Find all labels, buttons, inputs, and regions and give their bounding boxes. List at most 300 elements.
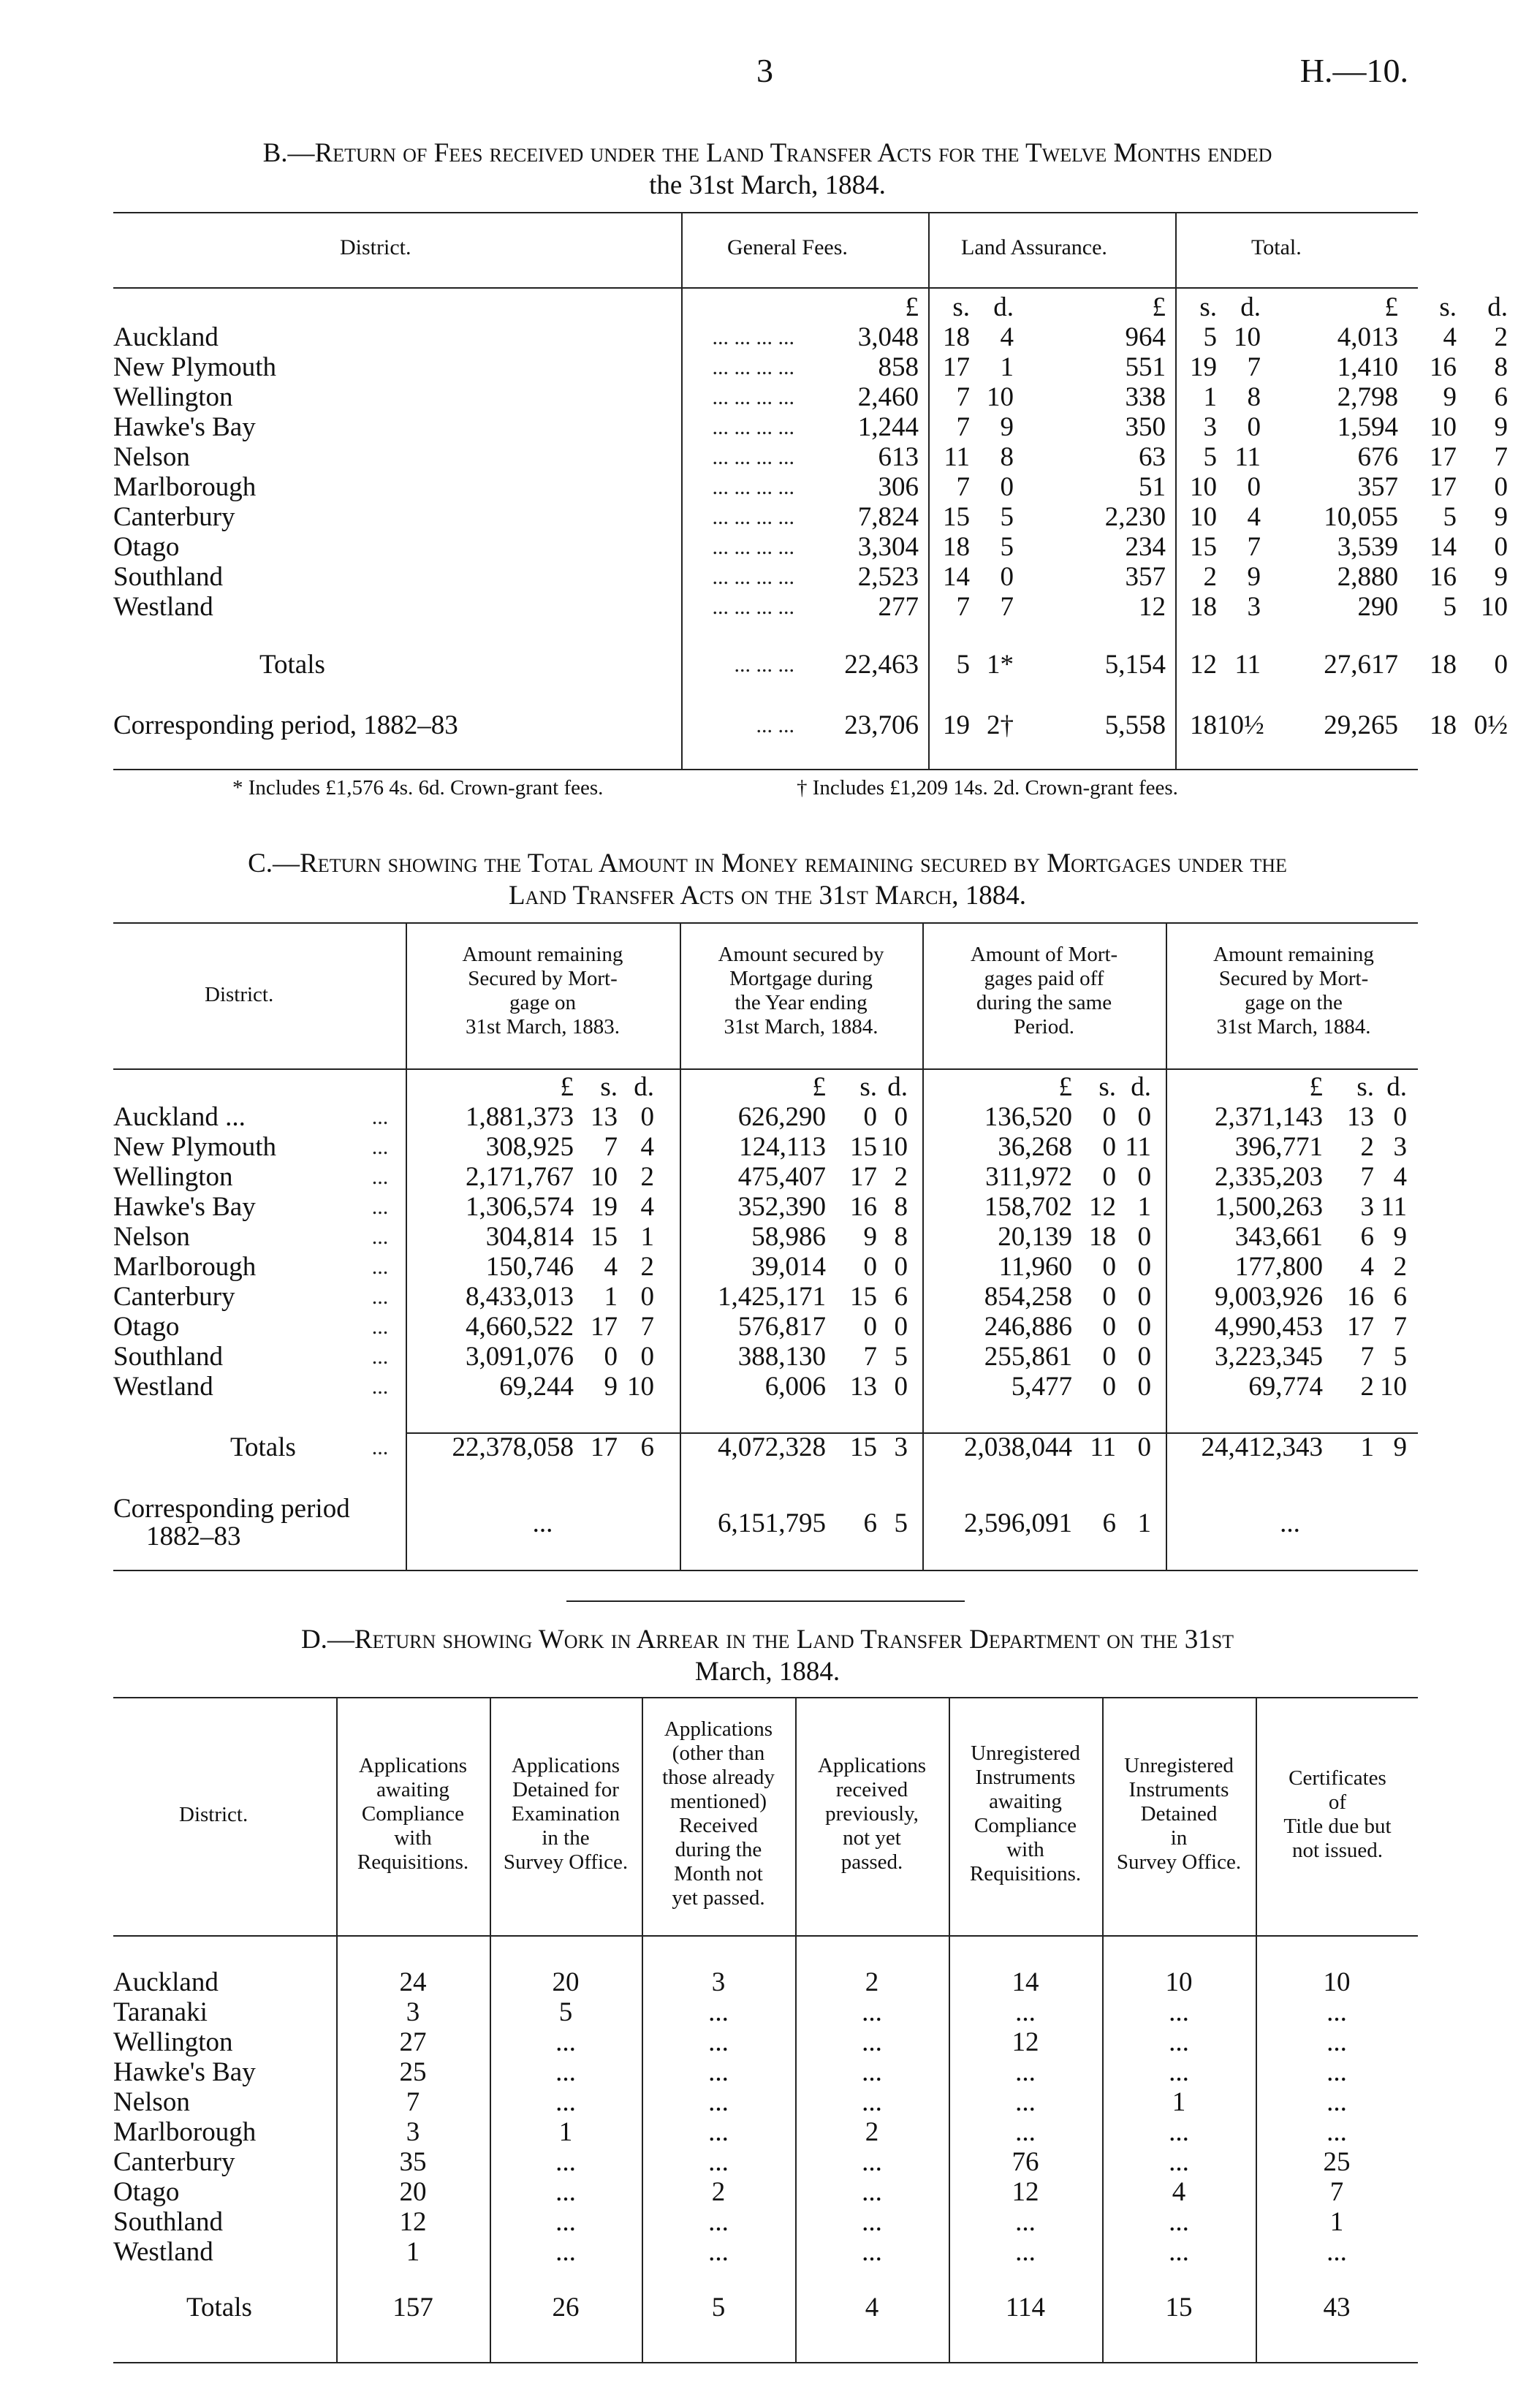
table-row	[113, 352, 1537, 382]
unit-d: d.	[1386, 1072, 1407, 1102]
c3-shillings: 0	[1102, 1372, 1116, 1402]
value-col-5: 12	[1012, 2177, 1039, 2207]
c1-shillings: 4	[604, 1252, 618, 1282]
tot-shillings: 17	[1430, 472, 1457, 502]
header-line: passed.	[840, 1850, 903, 1874]
header-line: yet passed.	[672, 1886, 765, 1910]
section-c-title-line2: Land Transfer Acts on the 31st March, 1884.	[508, 881, 1027, 911]
units-blank	[113, 292, 681, 322]
section-b-col-land-assurance: Land Assurance.	[961, 235, 1107, 259]
la-pence: 0	[1247, 472, 1261, 502]
c2-shillings: 9	[863, 1222, 877, 1252]
units-blank	[681, 292, 794, 322]
table-row	[113, 2087, 1418, 2117]
gf-pounds: 7,824	[857, 502, 919, 532]
section-d-col-4	[797, 1754, 947, 1875]
table-row	[113, 1342, 1418, 1372]
c2-pounds: 576,817	[737, 1312, 826, 1342]
totals-label: Totals	[230, 1432, 296, 1462]
c3-pence: 11	[1125, 1132, 1151, 1162]
gf-pence: 5	[1000, 502, 1014, 532]
page-number: 3	[756, 52, 773, 89]
pad	[1407, 1192, 1414, 1222]
section-b-title	[110, 137, 1425, 202]
c2-pounds: 124,113	[739, 1132, 826, 1162]
leader-dots: ... ... ... ...	[712, 595, 794, 619]
pad	[654, 1162, 680, 1192]
gf-pounds: 613	[878, 442, 919, 472]
unit-s: s.	[1199, 292, 1217, 322]
value-col-6: ...	[1169, 2207, 1189, 2237]
header-line: Unregistered	[971, 1742, 1080, 1765]
c4-pence: 4	[1393, 1162, 1407, 1192]
c3-shillings: 18	[1089, 1222, 1116, 1252]
pad	[1508, 412, 1537, 442]
header-line: (other than	[672, 1742, 765, 1765]
la-shillings: 5	[1203, 322, 1217, 352]
header-line: Compliance	[361, 1802, 465, 1826]
table-row	[113, 2057, 1418, 2087]
table-row	[113, 2237, 1418, 2267]
header-line: Title due but	[1283, 1815, 1392, 1838]
pad	[654, 1282, 680, 1312]
pad	[654, 1252, 680, 1282]
header-line: Month not	[674, 1862, 763, 1885]
leader-dots: ...	[371, 1345, 389, 1369]
value-col-6: ...	[1169, 2117, 1189, 2147]
pad	[1508, 532, 1537, 562]
unit-d: d.	[1240, 292, 1261, 322]
c4-shillings: 7	[1360, 1342, 1374, 1372]
gf-pounds: 306	[878, 472, 919, 502]
tot-corresponding-0: 29,265	[1324, 710, 1398, 740]
pad	[1014, 322, 1041, 352]
c4-pence: 7	[1393, 1312, 1407, 1342]
c4-shillings: 16	[1347, 1282, 1374, 1312]
c2-pounds: 6,006	[764, 1372, 826, 1402]
la-shillings: 10	[1190, 472, 1217, 502]
pad	[654, 1312, 680, 1342]
la-shillings: 3	[1203, 412, 1217, 442]
c1-shillings: 15	[591, 1222, 618, 1252]
value-col-1: 7	[406, 2087, 420, 2117]
value-col-3: ...	[708, 2117, 729, 2147]
value-col-4: ...	[862, 2147, 882, 2177]
pad	[1508, 382, 1537, 412]
header-line: gages paid off	[984, 967, 1104, 990]
value-col-2: ...	[555, 2057, 576, 2087]
c4-shillings: 7	[1360, 1162, 1374, 1192]
pad	[908, 1282, 922, 1312]
table-row	[113, 1162, 1418, 1192]
tot-total-1: 18	[1430, 650, 1457, 680]
value-col-1: 12	[399, 2207, 427, 2237]
header-line: Detained	[1140, 1802, 1218, 1826]
value-col-7: ...	[1327, 1997, 1347, 2027]
section-b-prefix: B.—	[262, 138, 315, 168]
c1-shillings: 1	[604, 1282, 618, 1312]
leader-dots: ... ... ... ...	[712, 475, 794, 499]
section-c-title-line1: Return showing the Total Amount in Money remaining secured by Mortgages under the	[300, 848, 1287, 878]
gf-corresponding-2: 2†	[987, 710, 1014, 740]
district-name: Otago	[113, 532, 180, 562]
c4-total-2: 9	[1393, 1432, 1407, 1462]
c3-pence: 1	[1137, 1192, 1151, 1222]
section-b-units-row	[113, 292, 1537, 322]
district-name: Otago	[113, 2177, 180, 2207]
c2-pence: 0	[894, 1372, 908, 1402]
tot-pence: 0	[1494, 532, 1508, 562]
header-line: Secured by Mort-	[468, 967, 618, 990]
c2-pence: 0	[894, 1102, 908, 1132]
gf-shillings: 7	[956, 592, 970, 622]
pad	[1014, 650, 1041, 680]
table-row	[113, 1102, 1418, 1132]
leader-dots: ...	[371, 1375, 389, 1399]
header-line: Instruments	[1128, 1778, 1229, 1801]
value-col-2: ...	[555, 2207, 576, 2237]
corresponding-label	[113, 1495, 406, 1551]
header-line: 31st March, 1884.	[1216, 1015, 1371, 1038]
header-line: with	[394, 1826, 432, 1850]
la-pence: 8	[1247, 382, 1261, 412]
c3-shillings: 0	[1102, 1312, 1116, 1342]
c2-corresponding-2: 5	[894, 1508, 908, 1538]
value-col-3: ...	[708, 2057, 729, 2087]
c3-shillings: 0	[1102, 1102, 1116, 1132]
unit-s: s.	[600, 1072, 618, 1102]
c4-pounds: 1,500,263	[1215, 1192, 1323, 1222]
pad	[1014, 532, 1041, 562]
gf-pence: 7	[1000, 592, 1014, 622]
tot-shillings: 9	[1443, 382, 1457, 412]
value-col-4: ...	[862, 2177, 882, 2207]
section-d-col-5	[950, 1742, 1101, 1886]
pad	[1151, 1495, 1166, 1551]
district-name: Hawke's Bay	[113, 412, 256, 442]
leader-dots: ... ... ... ...	[712, 355, 794, 379]
pad	[1407, 1162, 1414, 1192]
c1-pence: 2	[640, 1252, 654, 1282]
section-d-title-line2: March, 1884.	[694, 1657, 840, 1687]
spacer-row	[113, 2267, 1418, 2293]
la-corresponding-1: 18	[1190, 710, 1217, 740]
value-col-5: ...	[1015, 2087, 1036, 2117]
corresponding-label: Corresponding period, 1882–83	[113, 710, 458, 740]
value-col-5: ...	[1015, 2117, 1036, 2147]
pad	[1014, 710, 1041, 740]
value-col-5: ...	[1015, 1997, 1036, 2027]
pad	[1014, 502, 1041, 532]
header-line: Requisitions.	[357, 1850, 469, 1874]
c3-pence: 0	[1137, 1372, 1151, 1402]
district-name: Westland	[113, 1372, 213, 1402]
pad	[1151, 1282, 1166, 1312]
header-line: in	[1170, 1826, 1188, 1850]
value-col-2: ...	[555, 2177, 576, 2207]
district-name: Auckland ...	[113, 1102, 246, 1132]
leader-dots: ...	[371, 1315, 389, 1339]
c4-pence: 5	[1393, 1342, 1407, 1372]
tot-pence: 2	[1494, 322, 1508, 352]
pad	[1261, 442, 1289, 472]
pad	[1014, 592, 1041, 622]
leader-dots: ...	[371, 1255, 389, 1279]
value-col-1: 24	[399, 1967, 427, 1997]
value-col-3: ...	[708, 2087, 729, 2117]
units-pad	[1151, 1072, 1166, 1102]
district-name: Nelson	[113, 1222, 190, 1252]
value-col-2: ...	[555, 2237, 576, 2267]
unit-l: £	[1384, 292, 1398, 322]
c2-pence: 2	[894, 1162, 908, 1192]
pad	[1407, 1282, 1414, 1312]
c2-pence: 5	[894, 1342, 908, 1372]
section-c-totals-row	[113, 1432, 1418, 1462]
spacer-row	[113, 1402, 1418, 1432]
corresponding-label-line1: Corresponding period	[113, 1494, 350, 1524]
table-row	[113, 562, 1537, 592]
header-line: those already	[662, 1766, 775, 1789]
table-row	[113, 1282, 1418, 1312]
unit-l: £	[905, 292, 919, 322]
la-shillings: 1	[1203, 382, 1217, 412]
la-pounds: 12	[1139, 592, 1166, 622]
leader-dots: ... ... ...	[734, 653, 794, 677]
la-corresponding-0: 5,558	[1104, 710, 1166, 740]
header-line: received	[835, 1778, 908, 1801]
pad	[1407, 1222, 1414, 1252]
la-pounds: 551	[1125, 352, 1166, 382]
header-line: of	[1328, 1790, 1347, 1814]
pad	[1014, 562, 1041, 592]
value-col-6: 1	[1172, 2087, 1186, 2117]
gf-corresponding-1: 19	[943, 710, 970, 740]
pad	[1407, 1312, 1414, 1342]
header-line: 31st March, 1884.	[724, 1015, 878, 1038]
units-pad	[1014, 292, 1041, 322]
c3-corresponding-1: 6	[1102, 1508, 1116, 1538]
pad	[1151, 1312, 1166, 1342]
c3-pence: 0	[1137, 1162, 1151, 1192]
total-col-4: 4	[865, 2293, 879, 2322]
la-pounds: 964	[1125, 322, 1166, 352]
c4-pence: 6	[1393, 1282, 1407, 1312]
la-pounds: 51	[1139, 472, 1166, 502]
value-col-2: ...	[555, 2087, 576, 2117]
la-pence: 7	[1247, 352, 1261, 382]
unit-l: £	[1309, 1072, 1323, 1102]
spacer-cell	[113, 1462, 1418, 1495]
c1-shillings: 9	[604, 1372, 618, 1402]
c1-pounds: 8,433,013	[466, 1282, 574, 1312]
table-row	[113, 502, 1537, 532]
value-col-2: ...	[555, 2027, 576, 2057]
pad	[1508, 562, 1537, 592]
header-line: Detained for	[512, 1778, 619, 1801]
value-col-5: 76	[1012, 2147, 1039, 2177]
pad	[1508, 472, 1537, 502]
section-c-col-district: District.	[205, 983, 274, 1006]
c1-pounds: 308,925	[485, 1132, 574, 1162]
gf-pounds: 3,048	[857, 322, 919, 352]
value-col-3: ...	[708, 2207, 729, 2237]
header-line: Applications	[817, 1754, 927, 1777]
c4-pounds: 343,661	[1234, 1222, 1323, 1252]
value-col-4: ...	[862, 2237, 882, 2267]
c1-shillings: 13	[591, 1102, 618, 1132]
pad	[1261, 710, 1289, 740]
header-line: awaiting	[989, 1790, 1062, 1813]
c1-shillings: 19	[591, 1192, 618, 1222]
c2-pounds: 39,014	[751, 1252, 826, 1282]
value-col-3: ...	[708, 2147, 729, 2177]
section-d-col-7	[1257, 1766, 1418, 1863]
table-row	[113, 532, 1537, 562]
c4-pounds: 9,003,926	[1215, 1282, 1323, 1312]
unit-s: s.	[1356, 1072, 1374, 1102]
pad	[654, 1342, 680, 1372]
header-line: Certificates	[1289, 1766, 1386, 1790]
c1-shillings: 17	[591, 1312, 618, 1342]
value-col-6: ...	[1169, 1997, 1189, 2027]
gf-pounds: 277	[878, 592, 919, 622]
table-row	[113, 2207, 1418, 2237]
district-name: Otago	[113, 1312, 180, 1342]
header-line: with	[1006, 1838, 1044, 1861]
table-row	[113, 1967, 1418, 1997]
leader-dots: ...	[371, 1435, 389, 1459]
pad	[1508, 592, 1537, 622]
pad	[1151, 1192, 1166, 1222]
c4-shillings: 6	[1360, 1222, 1374, 1252]
total-col-7: 43	[1323, 2293, 1351, 2322]
value-col-2: ...	[555, 2147, 576, 2177]
gf-pence: 9	[1000, 412, 1014, 442]
c1-pence: 7	[640, 1312, 654, 1342]
pad	[1151, 1432, 1166, 1462]
value-col-6: 4	[1172, 2177, 1186, 2207]
c1-pence: 0	[640, 1282, 654, 1312]
la-pounds: 338	[1125, 382, 1166, 412]
la-pence: 4	[1247, 502, 1261, 532]
pad	[1508, 442, 1537, 472]
c3-pence: 0	[1137, 1252, 1151, 1282]
c1-pounds: 1,881,373	[466, 1102, 574, 1132]
totals-label: Totals	[186, 2293, 252, 2322]
la-shillings: 15	[1190, 532, 1217, 562]
value-col-3: ...	[708, 2027, 729, 2057]
table-row	[113, 2177, 1418, 2207]
tot-corresponding-2: 0½	[1473, 710, 1508, 740]
tot-pounds: 2,880	[1337, 562, 1398, 592]
c3-pounds: 158,702	[984, 1192, 1072, 1222]
district-name: Taranaki	[113, 1997, 208, 2027]
total-col-5: 114	[1005, 2293, 1046, 2322]
c2-pence: 10	[881, 1132, 908, 1162]
pad	[654, 1372, 680, 1402]
c4-pounds: 4,990,453	[1215, 1312, 1323, 1342]
gf-pounds: 858	[878, 352, 919, 382]
section-b-totals-row	[113, 650, 1537, 680]
pad	[1261, 322, 1289, 352]
pad	[908, 1312, 922, 1342]
leader-dots: ... ... ... ...	[712, 325, 794, 349]
c2-shillings: 16	[850, 1192, 877, 1222]
header-line: Amount remaining	[462, 943, 623, 966]
spacer-cell	[113, 2267, 1418, 2293]
section-b-col-district: District.	[340, 235, 411, 259]
c2-shillings: 13	[850, 1372, 877, 1402]
section-d-title	[110, 1624, 1425, 1688]
section-c-prefix: C.—	[248, 848, 300, 878]
c1-pounds: 1,306,574	[466, 1192, 574, 1222]
table-row	[113, 1192, 1418, 1222]
district-name: Wellington	[113, 1162, 233, 1192]
pad	[1508, 502, 1537, 532]
c1-pence: 10	[627, 1372, 654, 1402]
section-d-col-1	[338, 1754, 488, 1875]
value-col-7: 7	[1329, 2177, 1344, 2207]
pad	[1261, 532, 1289, 562]
leader-dots: ...	[371, 1285, 389, 1309]
value-col-7: 1	[1329, 2207, 1344, 2237]
c4-shillings: 3	[1360, 1192, 1374, 1222]
c3-pounds: 5,477	[1011, 1372, 1072, 1402]
total-col-2: 26	[552, 2293, 580, 2322]
unit-s: s.	[1439, 292, 1457, 322]
value-col-6: ...	[1169, 2237, 1189, 2267]
c1-pounds: 2,171,767	[466, 1162, 574, 1192]
section-b-title-line2: the 31st March, 1884.	[649, 170, 886, 200]
tot-pounds: 3,539	[1337, 532, 1398, 562]
c2-total-0: 4,072,328	[718, 1432, 826, 1462]
pad	[654, 1222, 680, 1252]
tot-shillings: 14	[1430, 532, 1457, 562]
pad	[908, 1252, 922, 1282]
header-line: in the	[542, 1826, 590, 1850]
pad	[908, 1342, 922, 1372]
gf-pence: 0	[1000, 562, 1014, 592]
district-name: Marlborough	[113, 2117, 257, 2147]
c2-pence: 8	[894, 1192, 908, 1222]
tot-pence: 6	[1494, 382, 1508, 412]
c2-pence: 0	[894, 1312, 908, 1342]
c4-shillings: 4	[1360, 1252, 1374, 1282]
c4-pounds: 2,335,203	[1215, 1162, 1323, 1192]
c2-pence: 6	[894, 1282, 908, 1312]
gf-pounds: 2,523	[857, 562, 919, 592]
c3-pounds: 20,139	[998, 1222, 1072, 1252]
c4-pounds: 396,771	[1234, 1132, 1323, 1162]
la-shillings: 18	[1190, 592, 1217, 622]
tot-pence: 9	[1494, 502, 1508, 532]
gf-shillings: 18	[943, 532, 970, 562]
tot-pence: 8	[1494, 352, 1508, 382]
district-name: Auckland	[113, 322, 219, 352]
value-col-3: 3	[711, 1967, 726, 1997]
c4-shillings: 13	[1347, 1102, 1374, 1132]
section-b-title-line1: Return of Fees received under the Land Transfer Acts for the Twelve Months ended	[314, 138, 1272, 168]
units-pad	[1508, 292, 1537, 322]
c4-pounds: 177,800	[1234, 1252, 1323, 1282]
c1-pence: 0	[640, 1342, 654, 1372]
section-c-col-3	[926, 943, 1162, 1039]
pad	[1261, 502, 1289, 532]
district-name: Southland	[113, 2207, 224, 2237]
c1-pence: 4	[640, 1192, 654, 1222]
header-line: previously,	[825, 1802, 919, 1826]
